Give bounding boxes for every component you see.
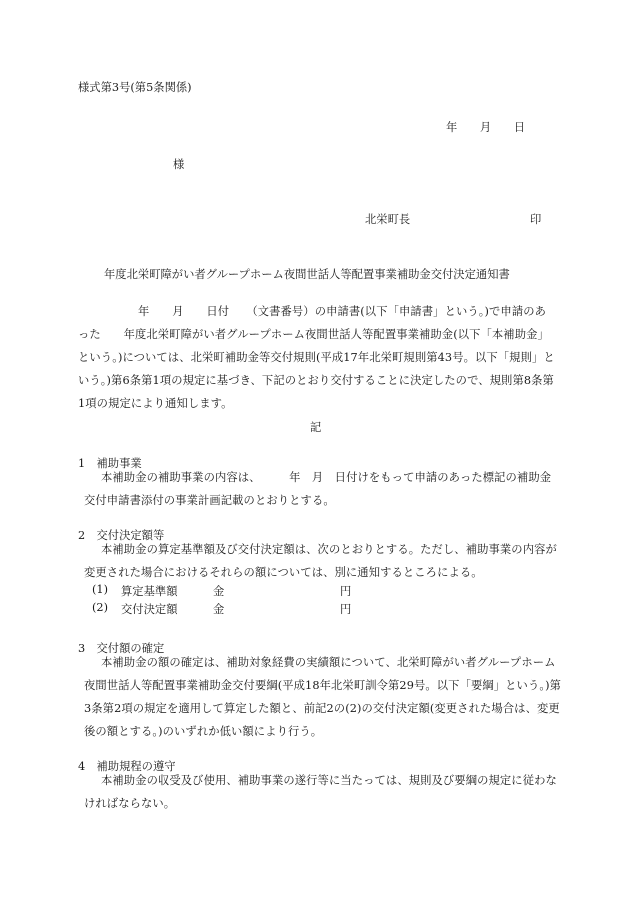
section-heading: 4 補助規程の遵守 (78, 760, 176, 773)
section-heading: 1 補助事業 (78, 457, 142, 470)
addressee: 様 (173, 158, 185, 171)
section-heading: 2 交付決定額等 (78, 529, 165, 542)
section-body: 本補助金の額の確定は、補助対象経費の実績額について、北栄町障がい者グループホーム夜間世話人等配置事業補助金交付要綱(平成18年北栄町訓令第29号。以下「要綱」という。)第3条第2項の規定を適用して算定した額と、前記2の(2)の交付決定額(変更された場合は、変更後の額とする。)のいずれか低い額により行う。 (84, 656, 561, 738)
item-number: (2) (92, 601, 109, 614)
form-label: 様式第3号(第5条関係) (78, 81, 192, 94)
seal-mark: 印 (530, 213, 542, 226)
item-kin: 金 (213, 585, 225, 598)
item-label: 算定基準額 (121, 585, 178, 598)
section-heading: 3 交付額の確定 (78, 642, 165, 655)
item-kin: 金 (213, 603, 225, 616)
section-body: 本補助金の補助事業の内容は、 年 月 日付けをもって申請のあった標記の補助金交付申請書添付の事業計画記載のとおりとする。 (84, 471, 552, 507)
ki-heading: 記 (310, 421, 322, 434)
intro-text: 年 月 日付 （文書番号）の申請書(以下「申請書」という。)で申請のあった 年度北栄町障がい者グループホーム夜間世話人等配置事業補助金(以下「本補助金」という。)については、北栄町補助金等交付規則(平成17年北栄町規則第43号。以下「規則」という。)第6条第1項の規定に基づき、下記のとおり交付することに決定したので、規則第8条第1項の規定により通知します。 (78, 305, 555, 410)
sender-name: 北栄町長 (365, 213, 411, 226)
item-yen: 円 (340, 585, 352, 598)
item-yen: 円 (340, 603, 352, 616)
document-title: 年度北栄町障がい者グループホーム夜間世話人等配置事業補助金交付決定通知書 (104, 268, 510, 281)
item-number: (1) (92, 583, 109, 596)
section-body: 本補助金の収受及び使用、補助事業の遂行等に当たっては、規則及び要綱の規定に従わなければならない。 (84, 774, 557, 810)
intro-paragraph (78, 300, 556, 415)
item-label: 交付決定額 (121, 603, 178, 616)
section-body: 本補助金の算定基準額及び交付決定額は、次のとおりとする。ただし、補助事業の内容が変更された場合におけるそれらの額については、別に通知するところによる。 (84, 543, 557, 579)
date-line: 年 月 日 (446, 121, 526, 134)
